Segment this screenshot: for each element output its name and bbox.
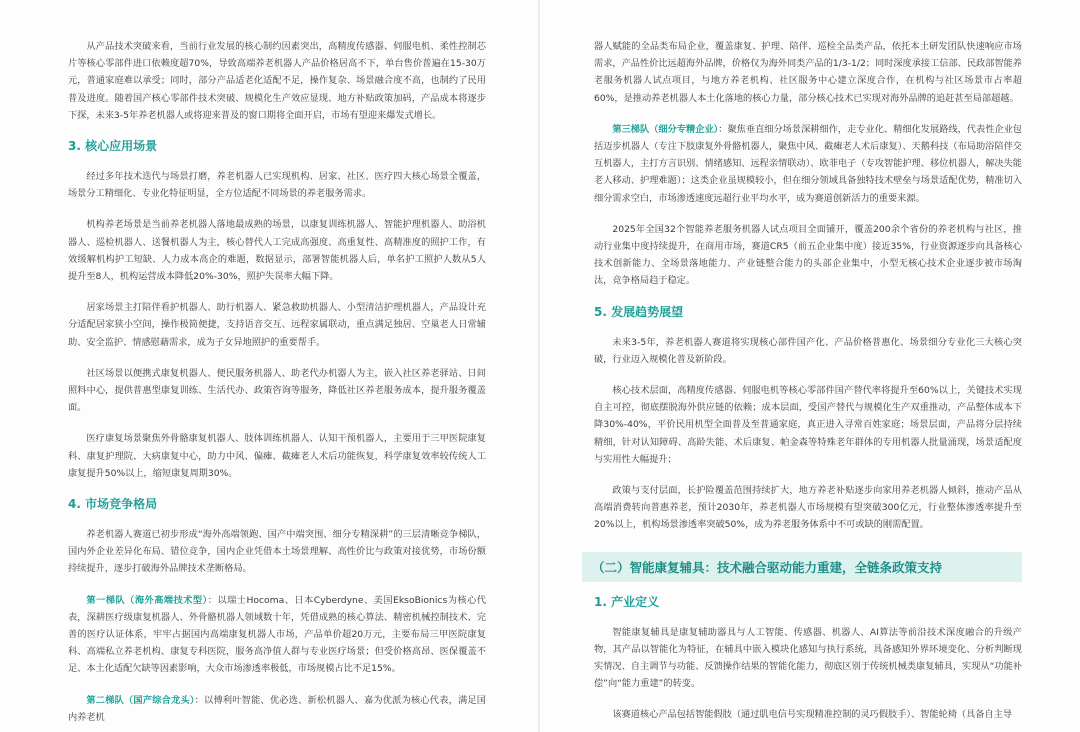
section-heading: 3. 核心应用场景 [68, 139, 158, 154]
left-column [68, 38, 486, 732]
paragraph: 智能康复辅具是康复辅助器具与人工智能、传感器、机器人、AI算法等前沿技术深度融合的升级产物，其产品以智能化为特征，在辅具中嵌入模块化感知与执行系统，具备感知外界环境变化、分析判断现实情况、自主调节与功能、反馈操作结果的智能化能力，彻底区别于传统机械类康复辅具，实现从“功能补偿”向“能力重建”的转变。 [594, 626, 1022, 690]
tier-text: ：聚焦垂直细分场景深耕细作，走专业化、精细化发展路线，代表性企业包括迈步机器人（专注下肢康复外骨骼机器人，聚焦中风、截瘫老人术后康复）、天鹅科技（布局助浴陪伴交互机器人，主打方言识别、情绪感知、远程亲情联动）、欧菲电子（专攻智能护理、移位机器人，解决失能老人移动、护理难题）；这类企业虽规模较小，但在细分领域具备独特技术壁垒与场景适配优势，精准切入细分需求空白，市场渗透速度远超行业平均水平，成为赛道创新活力的重要来源。 [594, 123, 1022, 204]
tier-text: ：以傅利叶智能、优必选、新松机器人、嘉为优派为核心代表，满足国内养老机 [68, 694, 486, 723]
paragraph: 该赛道核心产品包括智能假肢（通过肌电信号实现精准控制的灵巧假肢手）、智能轮椅（具备自主导 [612, 709, 1013, 721]
right-page [540, 0, 1080, 732]
paragraph: 政策与支付层面，长护险覆盖范围持续扩大，地方养老补贴逐步向家用养老机器人倾斜，推动产品从高端消费转向普惠养老，预计2030年，养老机器人市场规模有望突破300亿元，行业整体渗透率提升至20%以上，机构场景渗透率突破50%，成为养老服务体系中不可或缺的刚需配置。 [594, 485, 1022, 531]
tier-label: 第一梯队（海外高端技术型） [86, 594, 208, 606]
paragraph: 居家场景主打陪伴看护机器人、助行机器人、紧急救助机器人、小型清洁护理机器人，产品设计充分适配居家狭小空间，操作极简便捷，支持语音交互、远程家属联动，重点满足独居、空巢老人日常辅助、安全监护、情感慰藉需求，成为子女异地照护的重要帮手。 [68, 302, 486, 348]
paragraph [68, 592, 486, 678]
section-heading: 5. 发展趋势展望 [594, 304, 684, 319]
paragraph: 机构养老场景是当前养老机器人落地最成熟的场景，以康复训练机器人、智能护理机器人、助浴机器人、巡检机器人、送餐机器人为主，核心替代人工完成高强度、高重复性、高精准度的照护工作，有效缓解机构护工短缺、人力成本高企的难题，数据显示，部署智能机器人后，单名护工照护人数从5人提升至8人，机构运营成本降低20%-30%，照护失误率大幅下降。 [68, 219, 486, 283]
paragraph: 未来3-5年，养老机器人赛道将实现核心部件国产化、产品价格普惠化、场景细分专业化三大核心突破，行业迈入规模化普及新阶段。 [594, 336, 1022, 365]
chapter-banner: （二）智能康复辅具：技术融合驱动能力重建，全链条政策支持 [582, 552, 1022, 582]
paragraph: 器人赋能的全品类布局企业，覆盖康复、护理、陪伴、巡检全品类产品，依托本土研发团队快速响应市场需求，产品性价比远超海外品牌，价格仅为海外同类产品的1/3-1/2；同时深度承接工信部、民政部智能养老服务机器人试点项目，与地方养老机构、社区服务中心建立深度合作，在机构与社区场景市占率超60%，是推动养老机器人本土化落地的核心力量，部分核心技术已实现对海外品牌的追赶甚至局部超越。 [594, 41, 1022, 104]
right-column [594, 38, 1022, 732]
paragraph [68, 692, 486, 726]
paragraph: 社区场景以便携式康复机器人、便民服务机器人、助老代办机器人为主，嵌入社区养老驿站、日间照料中心，提供普惠型康复训练、生活代办、政策咨询等服务，降低社区养老服务成本，提升服务覆盖面。 [68, 367, 486, 414]
paragraph: 2025年全国32个智能养老服务机器人试点项目全面铺开，覆盖200余个省份的养老机构与社区，推动行业集中度持续提升，在商用市场，赛道CR5（前五企业集中度）接近35%，行业资源逐步向具备核心技术创新能力、全场景落地能力、产业链整合能力的头部企业集中，小型无核心技术企业逐步被市场淘汰，竞争格局趋于稳定。 [594, 223, 1022, 287]
section-heading: 4. 市场竞争格局 [68, 497, 158, 512]
paragraph: 从产品技术突破来看，当前行业发展的核心制约因素突出，高精度传感器、伺服电机、柔性控制芯片等核心零部件进口依赖度超70%，导致高端养老机器人产品价格居高不下，单台售价普遍在15-30万元，普通家庭难以承受；同时，部分产品适老化适配不足，操作复杂、场景融合度不高，也制约了民用普及进度。随着国产核心零部件技术突破、规模化生产效应显现、地方补贴政策加码，产品成本将逐步下探，未来3-5年养老机器人或将迎来普及的窗口期将全面开启，市场有望迎来爆发式增长。 [68, 41, 486, 121]
paragraph: 医疗康复场景聚焦外骨骼康复机器人、肢体训练机器人、认知干预机器人，主要用于三甲医院康复科、康复护理院、大病康复中心，助力中风、偏瘫、截瘫老人术后功能恢复，科学康复效率较传统人工康复提升50%以上，缩短康复周期30%。 [68, 433, 486, 479]
tier-label: 第三梯队（细分专精企业） [612, 123, 719, 135]
paragraph: 经过多年技术迭代与场景打磨，养老机器人已实现机构、居家、社区、医疗四大核心场景全覆盖，场景分工精细化、专业化特征明显，全方位适配不同场景的养老服务需求。 [68, 171, 486, 200]
paragraph: 养老机器人赛道已初步形成“海外高端领跑、国产中端突围、细分专精深耕”的三层清晰竞争梯队，国内外企业差异化布局、错位竞争，国内企业凭借本土场景理解、高性价比与政策对接优势，市场份额持续提升，逐步打破海外品牌技术垄断格局。 [68, 529, 486, 575]
section-heading: 1. 产业定义 [594, 594, 660, 609]
paragraph [594, 121, 1022, 207]
tier-text: ：以瑞士Hocoma、日本Cyberdyne、美国EksoBionics为核心代表，深耕医疗级康复机器人、外骨骼机器人领域数十年，凭借成熟的核心算法、精密机械控制技术、完善的医疗认证体系，牢牢占据国内高端康复机器人市场，产品单价超20万元，主要布局三甲医院康复科、高端私立养老机构、康复专科医院，服务高净值人群与专业医疗场景；但受价格高昂、医保覆盖不足、本土化适配欠缺等因素影响，大众市场渗透率极低，市场规模占比不足15%。 [68, 594, 486, 675]
tier-label: 第二梯队（国产综合龙头） [86, 694, 195, 706]
paragraph: 核心技术层面，高精度传感器、伺服电机等核心零部件国产替代率将提升至60%以上，关键技术实现自主可控，彻底摆脱海外供应链的依赖；成本层面，受国产替代与规模化生产双重推动，产品整体成本下降30%-40%，平价民用机型全面普及至普通家庭，真正进入寻常百姓家庭；场景层面，产品将分层持续精细，针对认知障碍、高龄失能、术后康复、帕金森等特殊老年群体的专用机器人批量涌现，场景适配度与实用性大幅提升； [594, 385, 1022, 465]
